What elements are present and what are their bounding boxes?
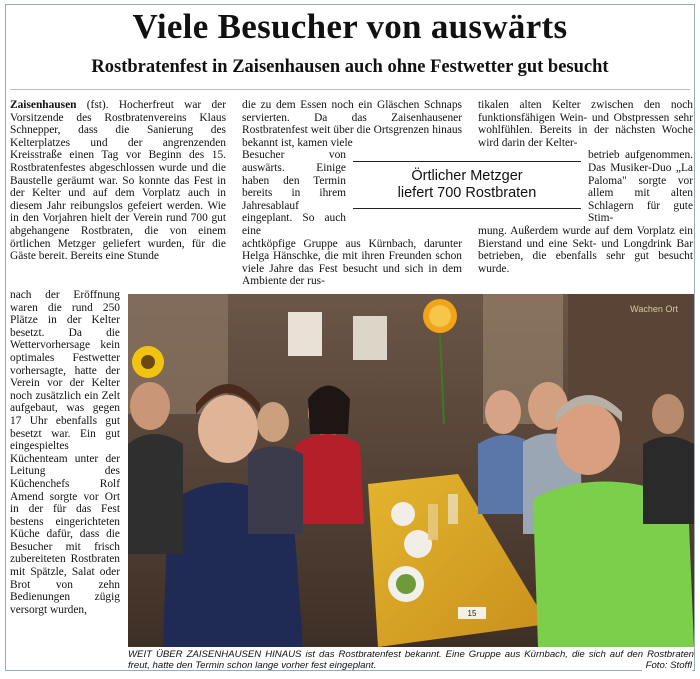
- wall-sign: Wachen Ort: [630, 304, 678, 314]
- column-3-bottom: mung. Außerdem wurde auf dem Vorplatz ein Bierstand und eine Sekt- und Longdrink Bar betrieben, die ebenfalls sehr gut besucht wurde.: [478, 224, 693, 275]
- pull-quote-line-2: liefert 700 Rostbraten: [397, 185, 537, 201]
- dateline: Zaisenhausen: [10, 99, 77, 111]
- group-photo: [128, 294, 694, 647]
- photo-credit: Foto: Stoffl: [642, 660, 692, 671]
- pull-quote-line-1: Örtlicher Metzger: [411, 168, 523, 184]
- photo-caption: [128, 649, 694, 672]
- table-number: 15: [467, 609, 477, 618]
- column-2-top: die zu dem Essen noch ein Gläschen Schnaps servierten. Da das Zaisenhausener Rostbratenfest weit über die Ortsgrenzen hinaus bekannt ist, kamen viele: [242, 99, 462, 149]
- article-column-1: [10, 99, 226, 263]
- caption-lead: WEIT ÜBER ZAISENHAUSEN HINAUS: [128, 649, 302, 660]
- newspaper-page: [5, 4, 695, 671]
- pull-quote: [353, 161, 581, 209]
- caption-text: ist das Rostbratenfest bekannt. Eine Gruppe aus Kürnbach, die sich auf den Rostbraten freut, hatte den Termin schon lange vorher fest eingeplant.: [128, 649, 695, 672]
- column-1-text: (fst). Hocherfreut war der Vorsitzende des Rostbratenvereins Klaus Schnepper, dass die Sanierung des Kelterplatzes und der angrenzenden Kreisstraße einen Tag vor Beginn des 15. Rostbratenfestes abgeschlossen wurde und die Baustelle geräumt war. So konnte das Fest in der Kelter und auf dem Vorplatz auch in diesem Jahr reibungslos gefeiert werden. Wie in den Vorjahren hielt der Verein rund 700 gut abgehangene Rostbraten, die von einem örtlichen Metzger geliefert wurden, für die Gäste bereit. Bereits eine Stunde: [10, 99, 226, 263]
- column-3-top: tikalen alten Kelter zwischen den noch funktionsfähigen Wein- und Obstpressen sehr wohlfühlen. Bereits in der nächsten Woche wird darin der Kelter-: [478, 99, 693, 149]
- divider: [10, 89, 690, 90]
- article-column-1-narrow: nach der Eröffnung waren die rund 250 Plätze in der Kelter besetzt. Da die Wettervorhersage kein optimales Festwetter vorhersagte, hatte der Verein vor der Kelter noch zusätzlich ein Zelt aufgebaut, was gegen 17 Uhr ebenfalls gut besetzt war. Ein gut eingespieltes Küchenteam unter der Leitung des Küchenchefs Rolf Amend sorgte vor Ort in der für das Fest bestens eingerichteten Küche dafür, dass die Besucher mit frisch zubereiteten Rostbraten mit Spätzle, Salat oder Brot von zehn Bedienungen zügig versorgt wurden,: [10, 289, 120, 616]
- photo-illustration: [128, 294, 694, 647]
- column-2-wrap: Besucher von auswärts. Einige haben den Termin bereits in ihrem Jahresablauf eingeplant. So auch eine: [242, 149, 346, 237]
- headline: Viele Besucher von auswärts: [132, 7, 568, 46]
- column-2-bottom: achtköpfige Gruppe aus Kürnbach, darunter Helga Hänschke, die mit ihren Freunden schon viele Jahre das Fest besucht und sich in dem Ambiente der rus-: [242, 237, 462, 288]
- poster: [288, 312, 322, 356]
- subheadline: Rostbratenfest in Zaisenhausen auch ohne Festwetter gut besucht: [91, 57, 609, 77]
- column-3-wrap: betrieb aufgenommen. Das Musiker-Duo „La Paloma" sorgte vor allem mit alten Schlagern für gute Stim-: [588, 149, 693, 225]
- poster: [353, 316, 387, 360]
- sunflower-decoration: [132, 346, 164, 378]
